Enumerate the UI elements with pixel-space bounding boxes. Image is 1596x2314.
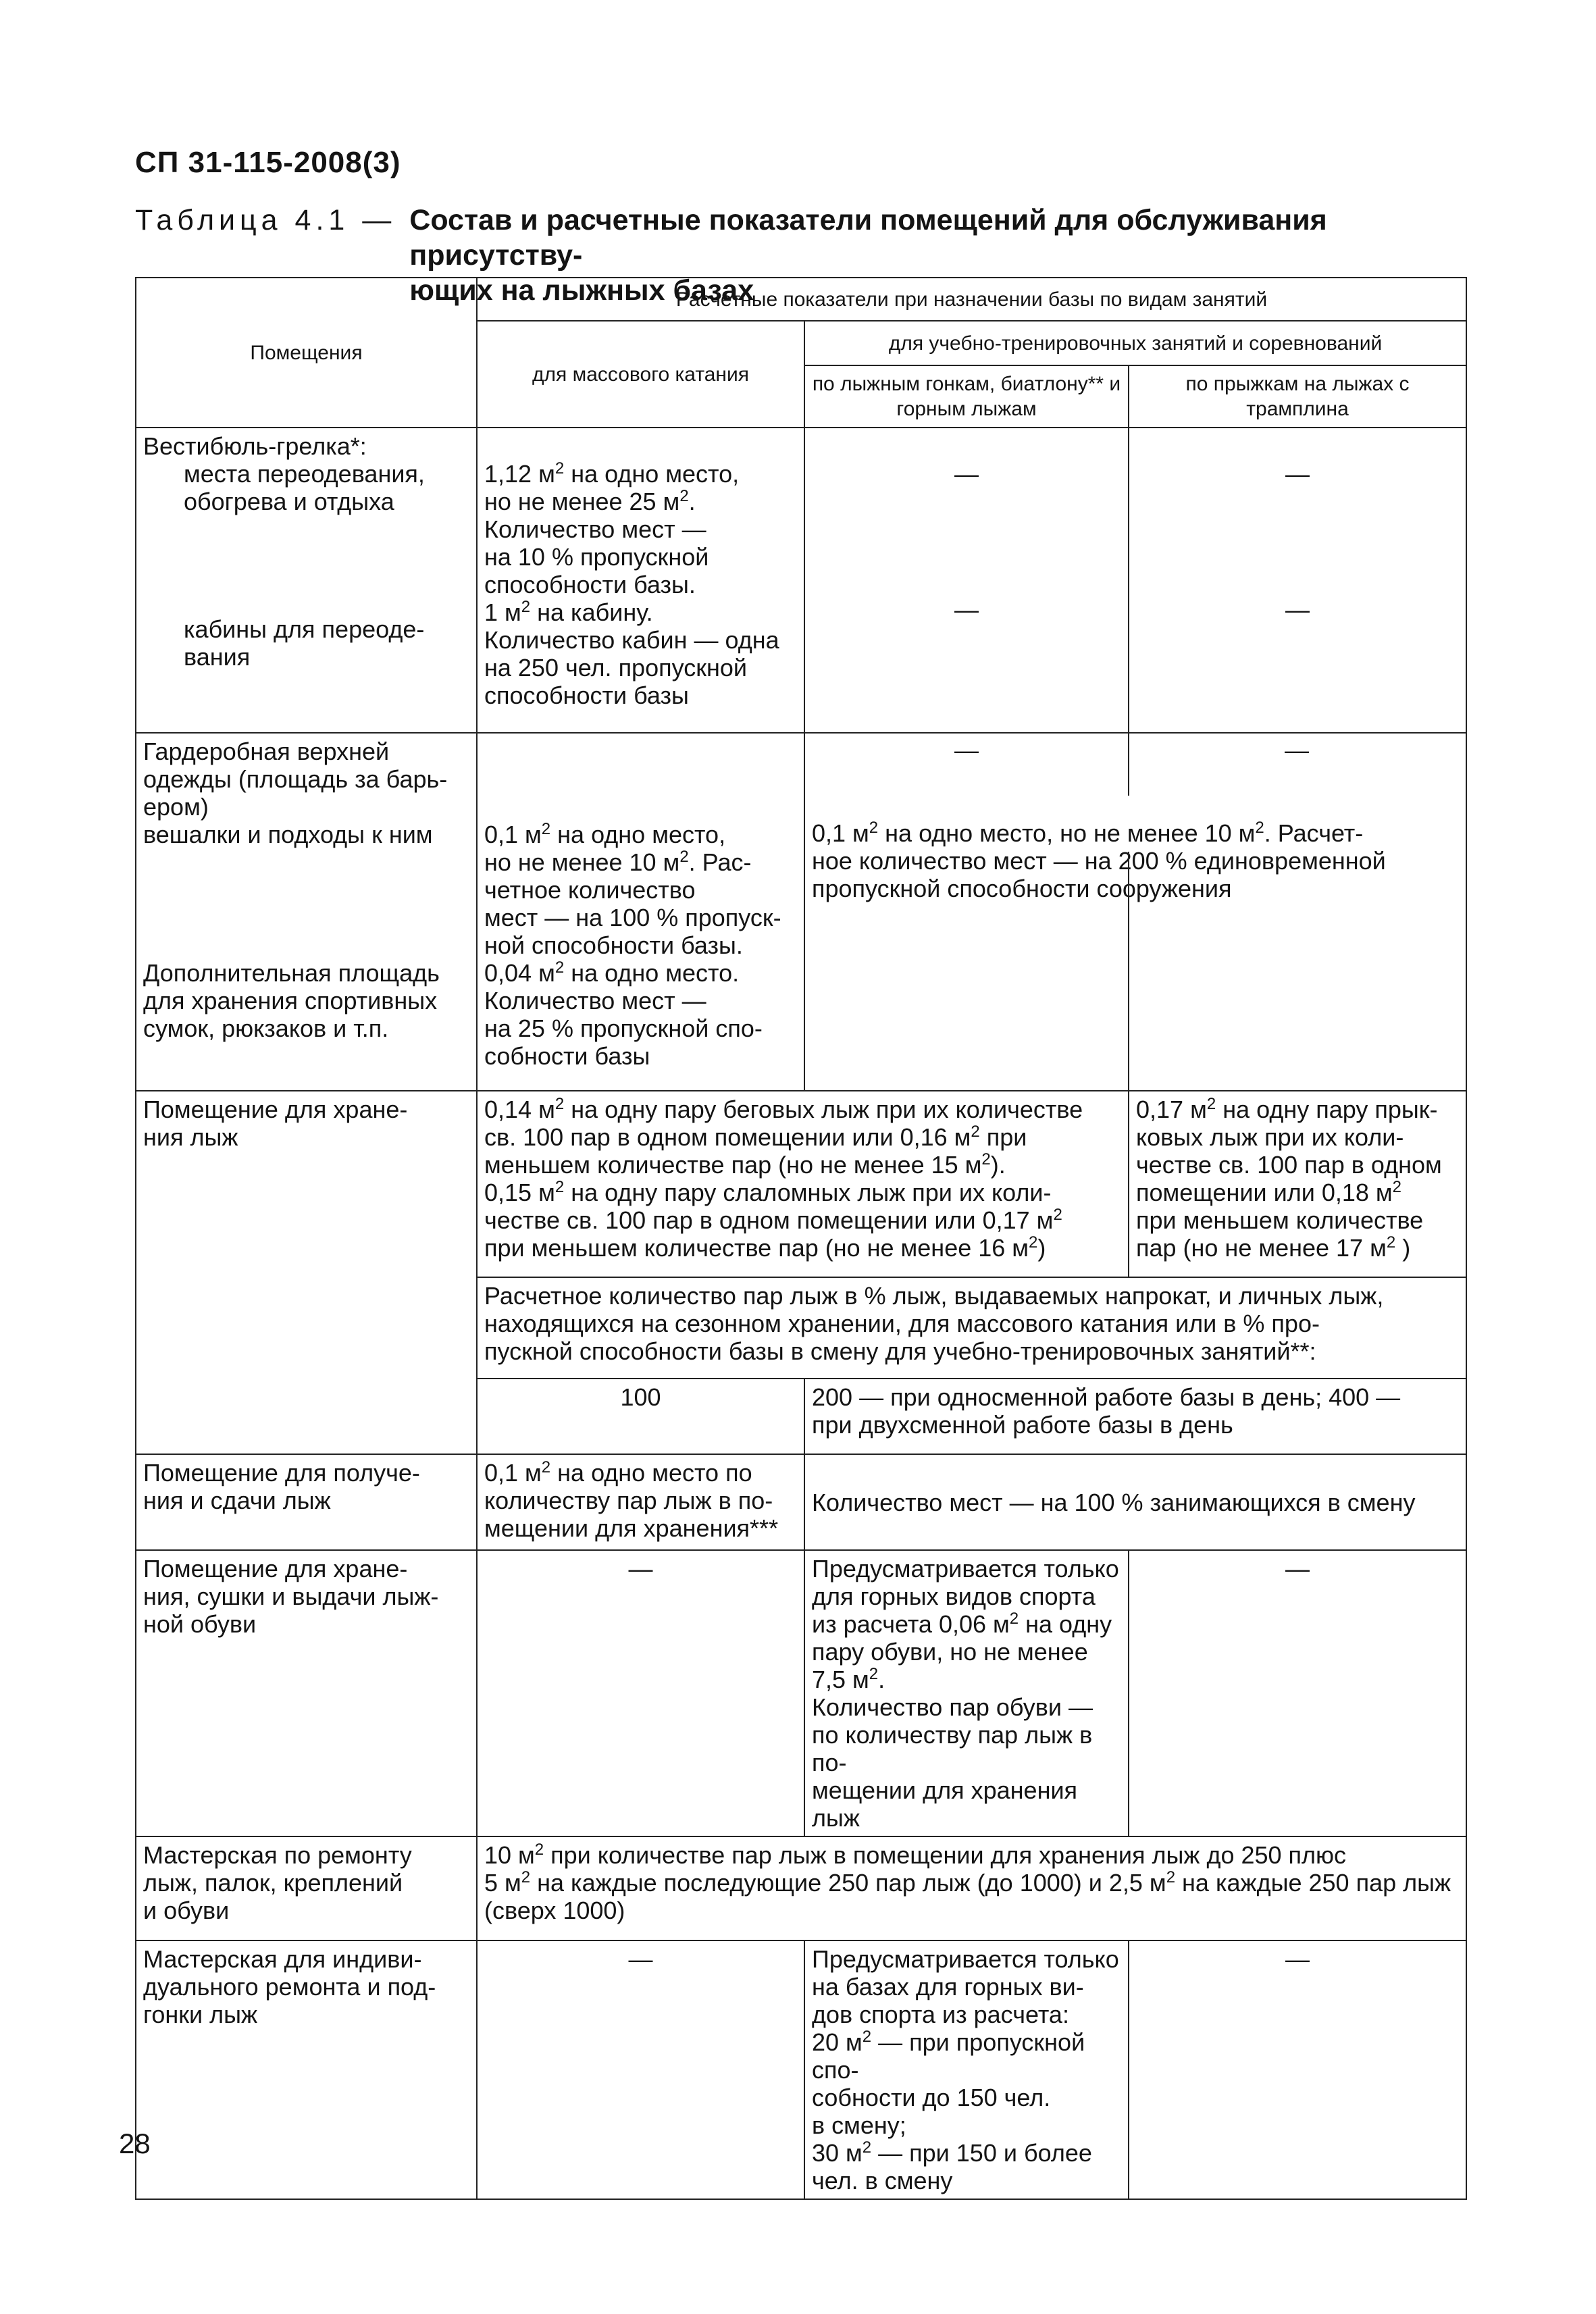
- wardrobe-mass-cell: [477, 733, 804, 1091]
- ski-storage-races: 0,14 $м^2$ на одну пару беговых лыж при их количестве св. 100 пар в одном помещении или 0,16 $м^2$ при меньшем количестве пар (но не менее 15 $м^2$). 0,15 $м^2$ на одну пару слаломных лыж при их коли- честве св. 100 пар в одном помещении или 0,17 $м^2$ при меньшем количестве пар (но не менее 16 $м^2$): [477, 1091, 1129, 1277]
- dash: —: [628, 1945, 653, 1973]
- individual-jumps: [1129, 1940, 1466, 2199]
- table-row: [136, 1550, 1466, 1836]
- dash: —: [1285, 736, 1309, 764]
- wardrobe-name-cell: [136, 733, 477, 1091]
- header-races: по лыжным гонкам, биатлону** и горным лыжам: [804, 365, 1129, 428]
- vestibule-races-cell: [804, 428, 1129, 733]
- vestibule-jumps-cell: [1129, 428, 1466, 733]
- dash: —: [1285, 1555, 1310, 1583]
- ski-storage-count-note: Расчетное количество пар лыж в % лыж, выдаваемых напрокат, и личных лыж, находящихся на сезонном хранении, для массового катания или в % про- пускной способности базы в смену для учебно-тренировочных занятий**:: [477, 1277, 1466, 1379]
- vestibule-name-cell: [136, 428, 477, 733]
- table-row: [136, 733, 1466, 1091]
- individual-mass: [477, 1940, 804, 2199]
- boots-races: Предусматривается только для горных видов спорта из расчета 0,06 $м^2$ на одну пару обуви, но не менее 7,5 $м^2$. Количество пар обуви — по количеству пар лыж в по- мещении для хранения лыж: [804, 1550, 1129, 1836]
- ski-storage-name: Помещение для хране- ния лыж: [136, 1091, 477, 1454]
- vestibule-name: Вестибюль-грелка*:: [143, 432, 367, 460]
- table-row: [136, 428, 1466, 733]
- wardrobe-hangers: вешалки и подходы к ним: [143, 821, 433, 848]
- ski-storage-count-training: 200 — при односменной работе базы в день; 400 — при двухсменной работе базы в день: [804, 1379, 1466, 1454]
- workshop-all: 10 $м^2$ при количестве пар лыж в помещении для хранения лыж до 250 плюс 5 $м^2$ на каждые последующие 250 пар лыж (до 1000) и 2,5 $м^2$ на каждые 250 пар лыж (сверх 1000): [477, 1836, 1466, 1940]
- table-row: [136, 1454, 1466, 1550]
- dash: —: [954, 736, 979, 764]
- dash: —: [1285, 596, 1310, 623]
- dash: —: [1285, 460, 1310, 488]
- vestibule-sub2-mass: 1 $м^2$ на кабину. Количество кабин — одна на 250 чел. пропускной способности базы: [484, 598, 779, 709]
- vestibule-sub1: места переодевания, обогрева и отдыха: [184, 460, 425, 515]
- table-row: [136, 1940, 1466, 2199]
- table-label: Таблица 4.1 —: [135, 204, 396, 236]
- vestibule-mass-cell: [477, 428, 804, 733]
- wardrobe-hangers-mass: 0,1 $м^2$ на одно место, но не менее 10 $м^2$. Рас- четное количество мест — на 100 % пропуск- ной способности базы.: [484, 820, 781, 959]
- header-rooms: Помещения: [136, 278, 477, 428]
- ski-issue-name: Помещение для получе- ния и сдачи лыж: [136, 1454, 477, 1550]
- boots-name: Помещение для хране- ния, сушки и выдачи лыж- ной обуви: [136, 1550, 477, 1836]
- header-mass: для массового катания: [477, 321, 804, 428]
- vestibule-sub2: кабины для переоде- вания: [184, 615, 425, 671]
- header-jumps: по прыжкам на лыжах с трамплина: [1129, 365, 1466, 428]
- dash: —: [954, 596, 979, 623]
- header-row-1: [136, 278, 1466, 321]
- boots-mass: [477, 1550, 804, 1836]
- header-indicators: Расчетные показатели при назначении базы по видам занятий: [477, 278, 1466, 321]
- dash: —: [1285, 1945, 1310, 1973]
- table-title: Состав и расчетные показатели помещений для обслуживания присутству- ющих на лыжных базах: [409, 204, 1327, 307]
- individual-races: Предусматривается только на базах для горных ви- дов спорта из расчета: 20 $м^2$ — при пропускной спо- собности до 150 чел. в смену; 30 $м^2$ — при 150 и более чел. в смену: [804, 1940, 1129, 2199]
- table-row: [136, 1091, 1466, 1277]
- document-code: СП 31-115-2008(3): [135, 146, 401, 179]
- wardrobe-training-cell: [804, 733, 1466, 1091]
- table-row: [136, 1836, 1466, 1940]
- dash: —: [954, 460, 979, 488]
- header-training: для учебно-тренировочных занятий и соревнований: [804, 321, 1466, 365]
- page-number: 28: [119, 2128, 151, 2159]
- ski-issue-training: Количество мест — на 100 % занимающихся в смену: [804, 1454, 1466, 1550]
- rooms-table: [135, 277, 1467, 2200]
- wardrobe-name: Гардеробная верхней одежды (площадь за барь- ером): [143, 738, 448, 821]
- wardrobe-bags: Дополнительная площадь для хранения спортивных сумок, рюкзаков и т.п.: [143, 959, 440, 1042]
- boots-jumps: [1129, 1550, 1466, 1836]
- ski-storage-count-mass: 100: [477, 1379, 804, 1454]
- individual-name: Мастерская для индиви- дуального ремонта и под- гонки лыж: [136, 1940, 477, 2199]
- wardrobe-bags-mass: 0,04 $м^2$ на одно место. Количество мест — на 25 % пропускной спо- собности базы: [484, 958, 763, 1070]
- vestibule-sub1-mass: 1,12 $м^2$ на одно место, но не менее 25 $м^2$. Количество мест — на 10 % пропускной способности базы.: [484, 459, 740, 598]
- dash: —: [628, 1555, 653, 1583]
- workshop-name: Мастерская по ремонту лыж, палок, креплений и обуви: [136, 1836, 477, 1940]
- ski-issue-mass: 0,1 $м^2$ на одно место по количеству пар лыж в по- мещении для хранения***: [477, 1454, 804, 1550]
- ski-storage-jumps: 0,17 $м^2$ на одну пару прык- ковых лыж при их коли- честве св. 100 пар в одном помещении или 0,18 $м^2$ при меньшем количестве пар (но не менее 17 $м^2$ ): [1129, 1091, 1466, 1277]
- wardrobe-hangers-training: 0,1 $м^2$ на одно место, но не менее 10 $м^2$. Расчет- ное количество мест — на 200 % единовременной пропускной способности сооружения: [812, 819, 1386, 902]
